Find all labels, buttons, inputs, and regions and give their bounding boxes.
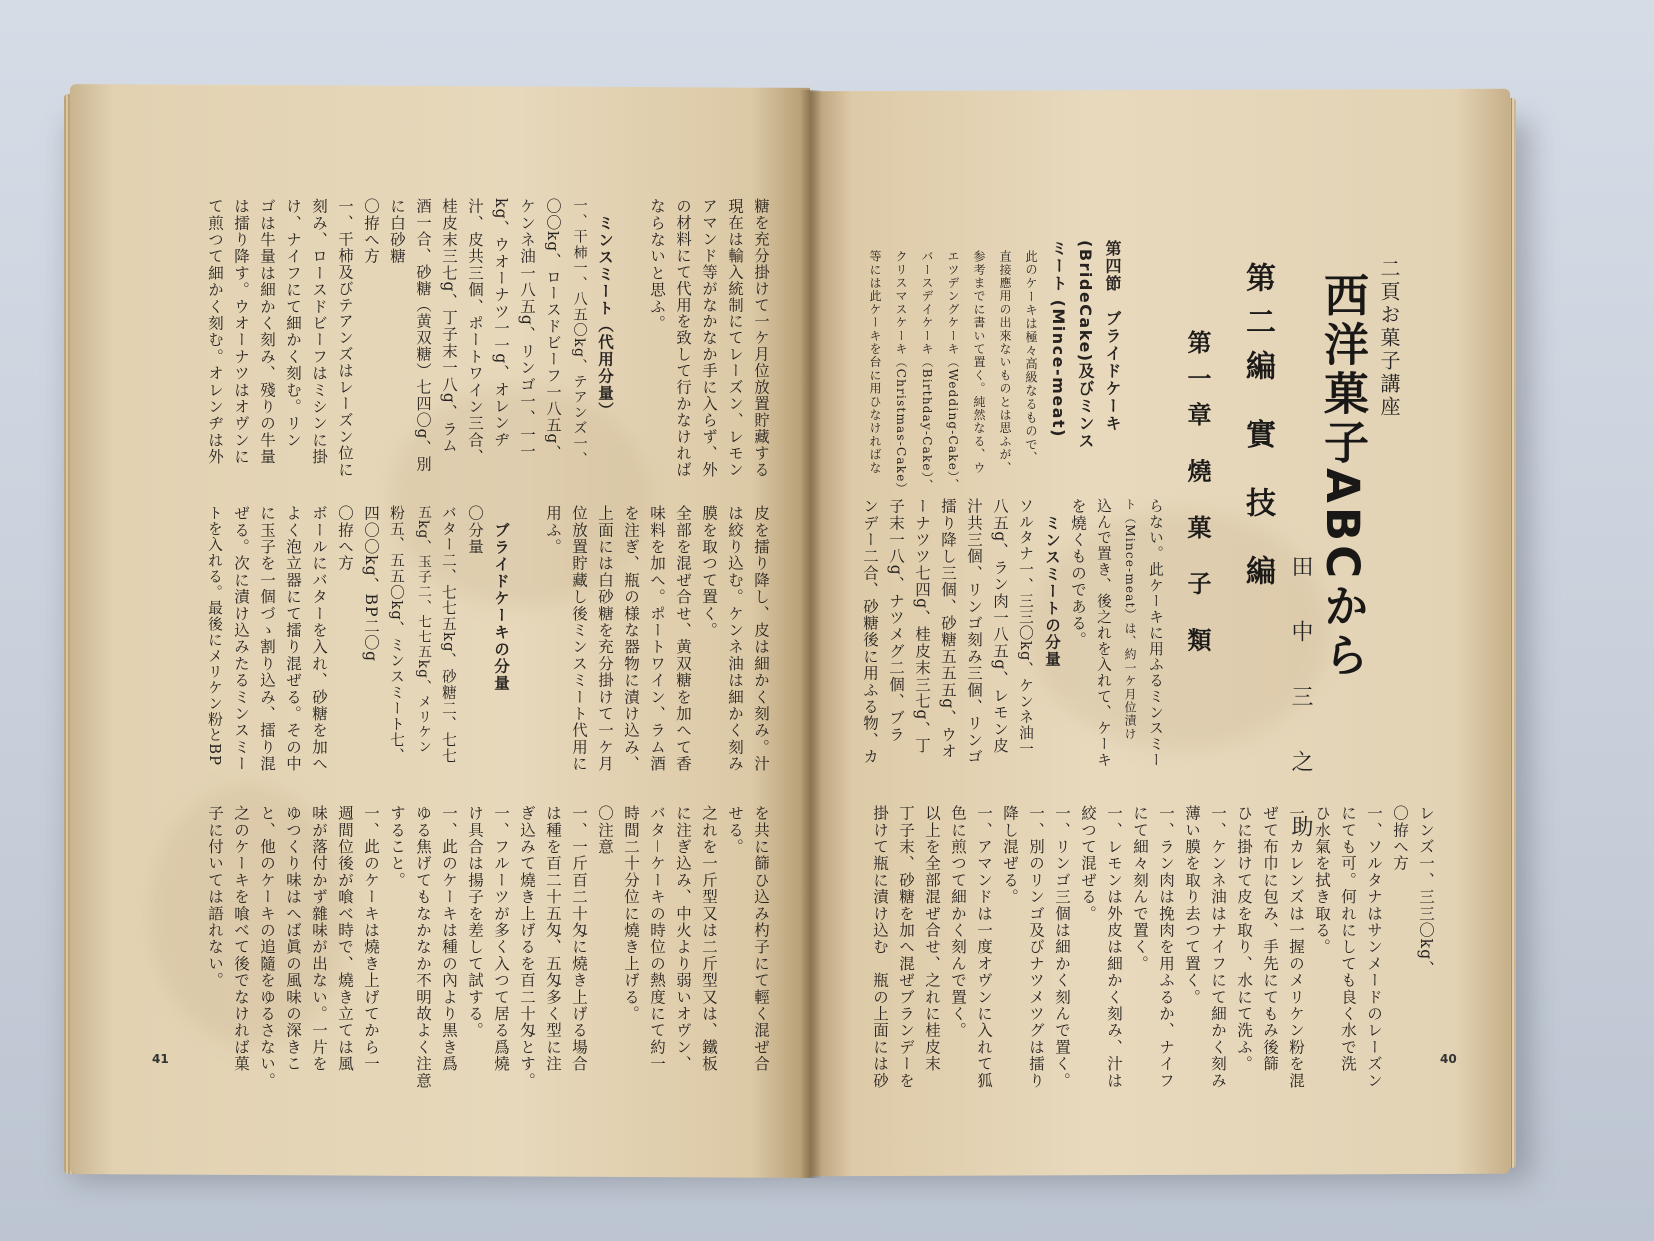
text-column: ゆつくり味はへば眞の風味の深きこ bbox=[284, 805, 302, 1073]
text-column: 刻み、ロースドビーフはミシンに掛 bbox=[310, 198, 328, 466]
text-column: 参考までに書いて置く。純然なる、ウ bbox=[972, 250, 986, 475]
text-column: 一、別のリンゴ及びナツメツグは擂り bbox=[1027, 805, 1045, 1089]
text-column: 絞つて混ぜる。 bbox=[1079, 805, 1097, 922]
text-column: 丁子末、砂糖を加へ混ぜブランデーを bbox=[897, 805, 915, 1089]
text-column: アマンド等がなかなか手に入らず、外 bbox=[700, 198, 718, 478]
text-column: 掛けて瓶に漬け込む 瓶の上面には砂 bbox=[871, 805, 889, 1089]
text-subheading: ブライドケーキの分量 bbox=[492, 505, 510, 692]
text-column: を共に篩ひ込み杓子にて輕く混ぜ合 bbox=[752, 805, 770, 1073]
section-title: 第四節 ブライドケーキ (BrideCake)及びミンス ミート (Mince-meat) bbox=[1049, 240, 1122, 451]
text-column: ボールにバターを入れ、砂糖を加へ bbox=[310, 505, 328, 773]
right-lower-text bbox=[855, 805, 1435, 1110]
text-column: は種を百二十五匁、五匁多く型に注 bbox=[544, 805, 562, 1073]
text-column: 用ふ。 bbox=[544, 505, 562, 556]
book-gutter bbox=[800, 90, 822, 1178]
left-middle-text bbox=[195, 505, 770, 775]
text-subheading: 〇拵へ方 bbox=[362, 198, 380, 265]
text-column: 一、干柿及びテアンズはレーズン位に bbox=[336, 198, 354, 478]
text-column: 汁共三個、リンゴ刻み三個、リンゴ bbox=[965, 498, 983, 766]
text-column: 味料を加へ。ポートワイン、ラム酒 bbox=[648, 505, 666, 773]
text-column: 粉五、五五〇kg、ミンスミート七、 bbox=[388, 505, 405, 764]
text-subheading: 〇注意 bbox=[596, 805, 614, 856]
text-column: らない。此ケーキに用ふるミンスミー bbox=[1147, 498, 1164, 768]
text-column: と、他のケーキの追隨をゆるさない。 bbox=[258, 805, 276, 1089]
text-subheading: 〇〇kg、ロースドビーフ一八五g、 bbox=[544, 198, 562, 461]
text-subheading: 〇拵へ方 bbox=[336, 505, 354, 572]
text-column: 色に煎つて細かく刻んで置く。 bbox=[949, 805, 967, 1039]
text-column: け、ナイフにて細かく刻む。リン bbox=[284, 198, 302, 449]
text-column: ーナツツ七四g、桂皮末三七g、丁 bbox=[913, 498, 931, 755]
text-column: 之れを一斤型又は二斤型又は、鐵板 bbox=[700, 805, 718, 1073]
text-column: レンズ一、三三〇kg、 bbox=[1417, 805, 1435, 978]
text-column: 薄い膜を取り去つて置く。 bbox=[1183, 805, 1201, 1006]
text-column: 擂り降し三個、砂糖五五五g、ウオ bbox=[939, 498, 957, 760]
page-number-left: 41 bbox=[152, 1052, 169, 1066]
text-column: 桂皮末三七g、丁子末一八g、ラム bbox=[440, 198, 458, 455]
text-column: ゆる焦げてもなかなか不明故よく注意 bbox=[414, 805, 432, 1089]
text-column: に注ぎ込み、中火より弱いオヴン、 bbox=[674, 805, 692, 1073]
left-lower-text bbox=[195, 805, 770, 1105]
right-middle-text bbox=[855, 498, 1165, 768]
text-column: 一、ラン肉は挽肉を用ふるか、ナイフ bbox=[1157, 805, 1175, 1089]
text-column: け具合は揚子を差して試する。 bbox=[466, 805, 484, 1039]
text-column: 上面には白砂糖を充分掛けて一ケ月 bbox=[596, 505, 614, 773]
left-upper-text bbox=[195, 198, 770, 478]
page-number-right: 40 bbox=[1440, 1052, 1457, 1066]
text-column: 直接應用の出來ないものとは思ふが、 bbox=[998, 250, 1012, 475]
text-column: 降し混ぜる。 bbox=[1001, 805, 1019, 906]
text-column: 全部を混ぜ合せ、黄双糖を加へて香 bbox=[674, 505, 692, 773]
series-label: 二頁お菓子講座 bbox=[1377, 258, 1401, 419]
text-column: 皮を擂り降し、皮は細かく刻み。汁 bbox=[752, 505, 770, 773]
text-column: すること。 bbox=[388, 805, 406, 889]
text-column: 一、一斤百二十匁に燒き上げる場合 bbox=[570, 805, 588, 1073]
text-column: ひに掛けて皮を取り、水にて洗ふ。 bbox=[1235, 805, 1253, 1073]
text-column: よく泡立器にて擂り混ぜる。その中 bbox=[284, 505, 302, 773]
text-column: 之のケーキを喰べて後でなければ菓 bbox=[232, 805, 250, 1073]
text-column: 五kg、玉子二、七七五kg、メリケン bbox=[415, 505, 431, 755]
right-upper-text bbox=[860, 250, 1040, 496]
text-column: 酒一合、砂糖（黄双糖）七四〇g、別 bbox=[414, 198, 432, 473]
text-column: 此のケーキは極々高級なるもので、 bbox=[1024, 250, 1038, 465]
text-subheading: ミンスミート（代用分量） bbox=[596, 198, 614, 419]
text-column: 糖を充分掛けて一ケ月位放置貯藏する bbox=[752, 198, 770, 478]
text-column: ならないと思ふ。 bbox=[648, 198, 666, 332]
text-column: 一、リンゴ三個は細かく刻んで置く。 bbox=[1053, 805, 1071, 1089]
text-column: 一、アマンドは一度オヴンに入れて狐 bbox=[975, 805, 993, 1089]
text-subheading: 〇拵へ方 bbox=[1391, 805, 1409, 872]
text-column: 一、ソルタナはサンメードのレーズン bbox=[1365, 805, 1383, 1089]
text-column: 味が落付かず雜味が出ない。一片を bbox=[310, 805, 328, 1073]
text-column: は絞り込む。ケンネ油は細かく刻み bbox=[726, 505, 744, 773]
chapter-title: 第一章 燒 菓 子 類 bbox=[1183, 330, 1212, 664]
text-column: ぎ込みて燒き上げるを百二十匁とす。 bbox=[518, 805, 536, 1089]
text-column: 八五g、ラン肉一八五g、レモン皮 bbox=[991, 498, 1009, 755]
text-column: 週間位後が喰べ時で、燒き立ては風 bbox=[336, 805, 354, 1073]
text-column: クリスマスケーキ（Christmas-Cake） bbox=[894, 250, 908, 496]
text-column: を燒くものである。 bbox=[1069, 498, 1087, 649]
text-column: 一、此のケーキは種の內より黒き爲 bbox=[440, 805, 458, 1073]
text-column: 等には此ケーキを台に用ひなければな bbox=[868, 250, 882, 475]
text-column: 位放置貯藏し後ミンスミート代用に bbox=[570, 505, 588, 773]
text-column: を注ぎ、瓶の様な器物に漬け込み、 bbox=[622, 505, 640, 773]
text-column: 一、此のケーキは燒き上げてから一 bbox=[362, 805, 380, 1073]
text-column: 一、フルーツが多く入つて居る爲燒 bbox=[492, 805, 510, 1073]
text-column: バタ－ケーキの時位の熱度にて約一 bbox=[648, 805, 666, 1073]
text-column: ケンネ油一八五g、リンゴ一、一一 bbox=[518, 198, 536, 460]
text-column: 一、カレンズは一握のメリケン粉を混 bbox=[1287, 805, 1305, 1089]
text-column: 一、レモンは外皮は細かく刻み、汁は bbox=[1105, 805, 1123, 1089]
author-name: 田 中 三 之 助 bbox=[1288, 555, 1313, 855]
text-column: kg、ウオーナツ一一g、オレンヂ bbox=[492, 198, 510, 448]
text-column: 一、ケンネ油はナイフにて細かく刻み bbox=[1209, 805, 1227, 1089]
text-column: 時間二十分位に燒き上げる。 bbox=[622, 805, 640, 1023]
text-column: せる。 bbox=[726, 805, 744, 856]
text-column: ぜる。次に漬け込みたるミンスミー bbox=[232, 505, 250, 773]
text-column: ンデー二合、砂糖後に用ふる物、カ bbox=[861, 498, 879, 766]
article-title: 西洋菓子ABCから bbox=[1316, 272, 1369, 681]
text-column: ト（Mince-meat）は、約一ケ月位漬け bbox=[1123, 498, 1137, 741]
text-column: 現在は輸入統制にてレーズン、レモン bbox=[726, 198, 744, 478]
text-column: 汁、皮共三個、ポートワイン三合、 bbox=[466, 198, 484, 466]
text-column: にて細々刻んで置く。 bbox=[1131, 805, 1149, 972]
text-column: ひ水氣を拭き取る。 bbox=[1313, 805, 1331, 956]
text-column: 一、干柿一、八五〇kg、テアンズ一、 bbox=[571, 198, 587, 468]
text-column: バースデイケーキ（Birthday-Cake）、 bbox=[920, 250, 934, 493]
text-column: の材料にて代用を致して行かなければ bbox=[674, 198, 692, 478]
text-column: 子に付いては語れない。 bbox=[206, 805, 224, 989]
text-column: に玉子を一個づゝ割り込み、擂り混 bbox=[258, 505, 276, 773]
text-column: バター二、七七五kg、砂糖二、七七 bbox=[440, 505, 457, 764]
text-column: て煎つて細かく刻む。オレンヂは外 bbox=[206, 198, 224, 466]
text-column: 込んで置き、後之れを入れて、ケーキ bbox=[1095, 498, 1112, 768]
text-subheading: 〇分量 bbox=[466, 505, 484, 556]
text-column: 子末一八g、ナツメグ二個、ブラ bbox=[887, 498, 905, 743]
text-column: は擂り降す。ウオーナツはオヴンに bbox=[232, 198, 250, 466]
text-column: トを入れる。最後にメリケン粉とBP bbox=[206, 505, 223, 767]
text-subheading: ミンスミートの分量 bbox=[1043, 498, 1061, 668]
text-column: にても可。何れにしても良く水で洗 bbox=[1339, 805, 1357, 1073]
text-column: 四〇〇kg、BP二〇g bbox=[362, 505, 380, 663]
text-column: 以上を全部混ぜ合せ、之れに桂皮末 bbox=[923, 805, 941, 1073]
text-column: 膜を取つて置く。 bbox=[700, 505, 718, 639]
text-column: ぜて布巾に包み、手先にてもみ後篩 bbox=[1261, 805, 1279, 1073]
text-column: に白砂糖 bbox=[388, 198, 406, 265]
part-title: 第二編 實 技 編 bbox=[1240, 262, 1275, 600]
text-column: ソルタナ一、三三〇kg、ケンネ油一 bbox=[1017, 498, 1034, 757]
text-column: エツデングケーキ（Wedding-Cake）、 bbox=[946, 250, 960, 492]
text-column: ゴは牛量は細かく刻み、殘りの牛量 bbox=[258, 198, 276, 466]
